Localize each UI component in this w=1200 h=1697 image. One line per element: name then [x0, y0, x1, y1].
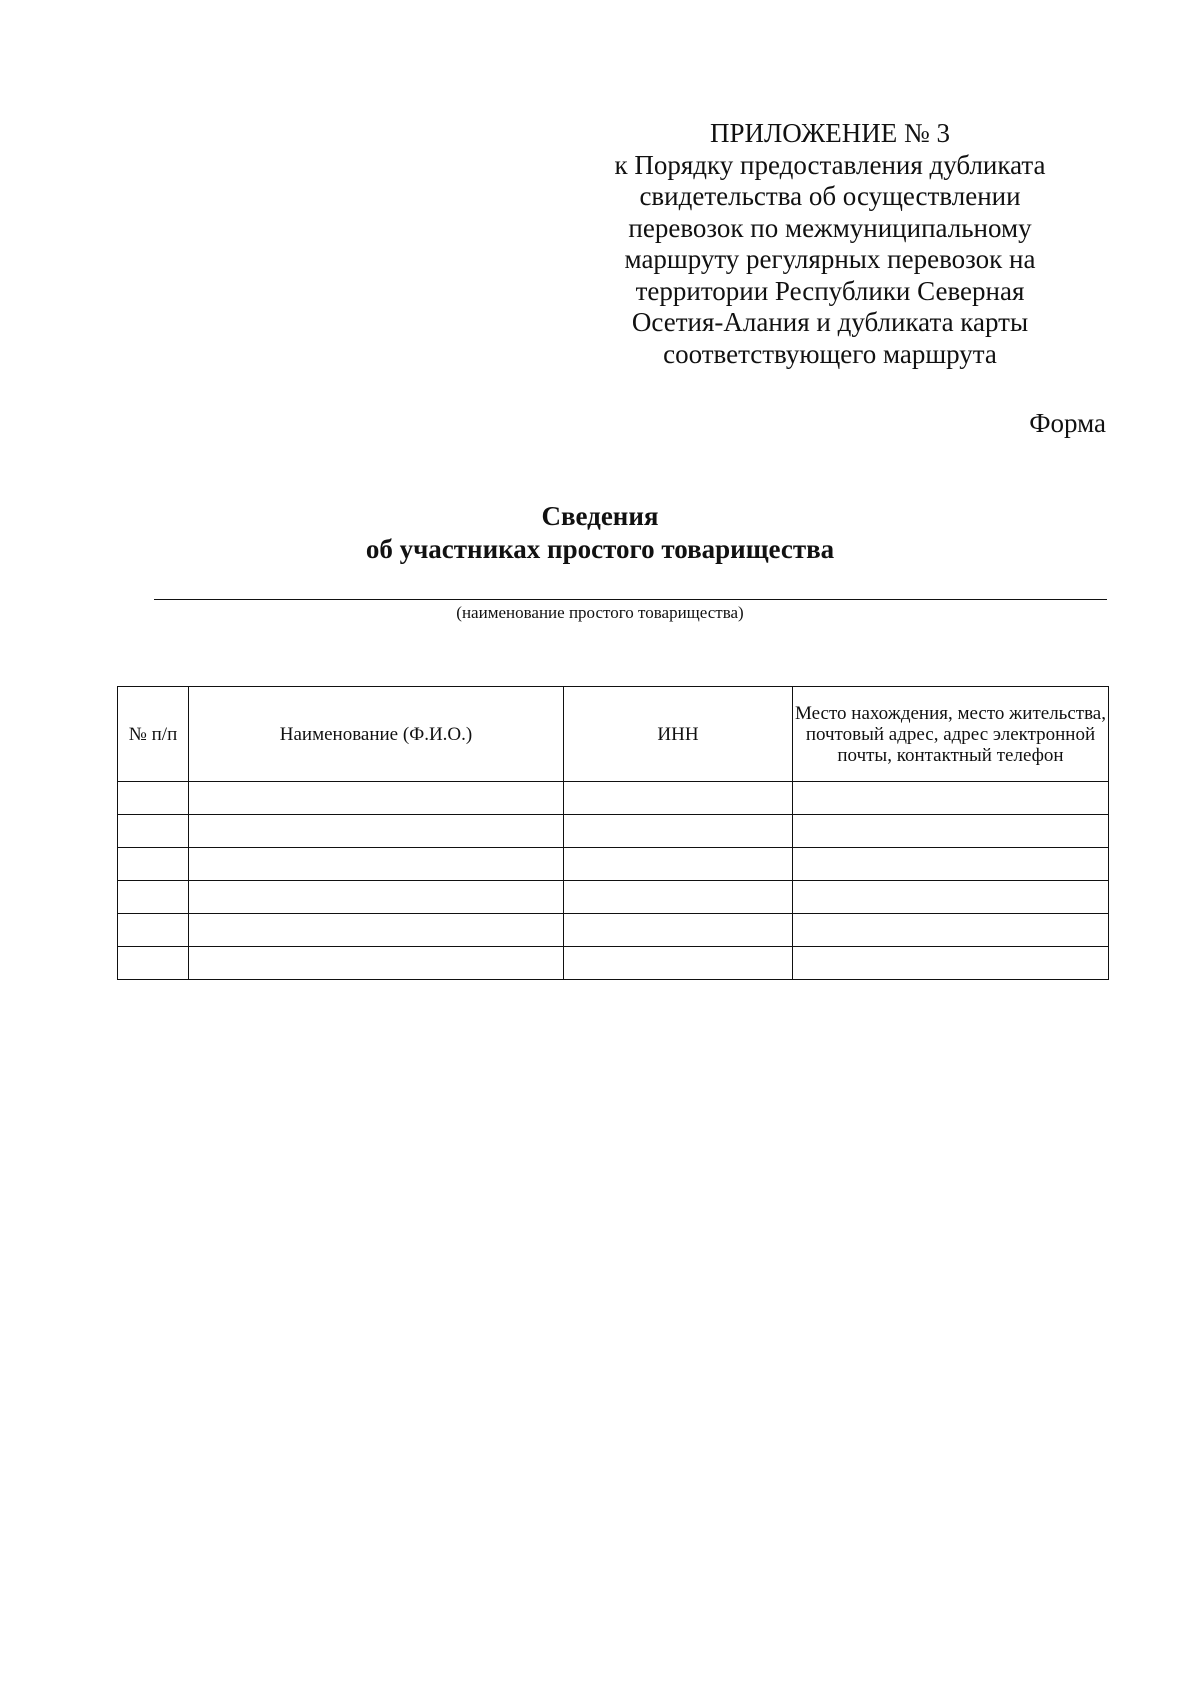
table-cell[interactable] — [189, 815, 564, 848]
table-cell[interactable] — [793, 914, 1109, 947]
document-title-line-1: Сведения — [541, 501, 659, 531]
appendix-block — [590, 118, 1070, 370]
table-cell[interactable] — [189, 782, 564, 815]
table-cell[interactable] — [118, 947, 189, 980]
table-cell[interactable] — [118, 782, 189, 815]
form-label: Форма — [1029, 408, 1106, 438]
header-inn: ИНН — [564, 687, 793, 782]
table-row — [118, 881, 1109, 914]
header-address: Место нахождения, место жительства, почтовый адрес, адрес электронной почты, контактный телефон — [793, 687, 1109, 782]
table-cell[interactable] — [793, 881, 1109, 914]
table-cell[interactable] — [189, 881, 564, 914]
table-cell[interactable] — [793, 782, 1109, 815]
appendix-line: территории Республики Северная — [635, 275, 1025, 306]
table-cell[interactable] — [564, 914, 793, 947]
table-cell[interactable] — [118, 815, 189, 848]
table-cell[interactable] — [793, 815, 1109, 848]
table-cell[interactable] — [564, 947, 793, 980]
appendix-line: перевозок по межмуниципальному — [628, 212, 1032, 243]
appendix-line: маршруту регулярных перевозок на — [624, 244, 1036, 274]
table-cell[interactable] — [118, 914, 189, 947]
appendix-line: свидетельства об осуществлении — [639, 181, 1021, 211]
table-row — [118, 815, 1109, 848]
table-cell[interactable] — [793, 848, 1109, 881]
appendix-title: ПРИЛОЖЕНИЕ № 3 — [709, 118, 951, 148]
table-cell[interactable] — [118, 881, 189, 914]
header-number: № п/п — [118, 687, 189, 782]
table-row — [118, 782, 1109, 815]
table-row — [118, 914, 1109, 947]
appendix-line: соответствующего маршрута — [663, 338, 997, 369]
document-title-line-2: об участниках простого товарищества — [365, 534, 835, 564]
table-cell[interactable] — [564, 815, 793, 848]
header-name: Наименование (Ф.И.О.) — [189, 687, 564, 782]
table-row — [118, 947, 1109, 980]
table-cell[interactable] — [793, 947, 1109, 980]
document-title — [0, 500, 1200, 566]
table-cell[interactable] — [564, 881, 793, 914]
table-row — [118, 848, 1109, 881]
table-cell[interactable] — [189, 947, 564, 980]
appendix-line: Осетия-Алания и дубликата карты — [631, 307, 1029, 337]
table-cell[interactable] — [189, 914, 564, 947]
table-cell[interactable] — [564, 848, 793, 881]
table-cell[interactable] — [118, 848, 189, 881]
appendix-line: к Порядку предоставления дубликата — [614, 149, 1046, 180]
table-header-row — [118, 687, 1109, 782]
table-cell[interactable] — [189, 848, 564, 881]
partnership-name-caption: (наименование простого товарищества) — [456, 603, 744, 622]
members-table — [117, 686, 1109, 980]
partnership-name-field[interactable] — [154, 599, 1107, 600]
table-cell[interactable] — [564, 782, 793, 815]
